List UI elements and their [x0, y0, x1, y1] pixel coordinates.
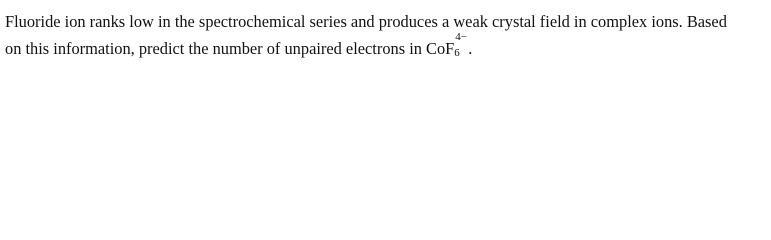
formula-superscript: 4− [455, 31, 468, 43]
question-line-2 [5, 31, 767, 62]
chemical-formula [426, 31, 468, 62]
formula-base: CoF [426, 39, 455, 58]
question-line-2-suffix: . [468, 39, 473, 58]
question-line-2-prefix: on this information, predict the number of unpaired electrons in [5, 39, 427, 58]
question-line-1: Fluoride ion ranks low in the spectrochemical series and produces a weak crystal field in complex ions. Based [5, 12, 727, 31]
formula-subscript: 6 [454, 47, 460, 59]
question-text [5, 8, 767, 62]
formula-scripts [454, 31, 468, 59]
